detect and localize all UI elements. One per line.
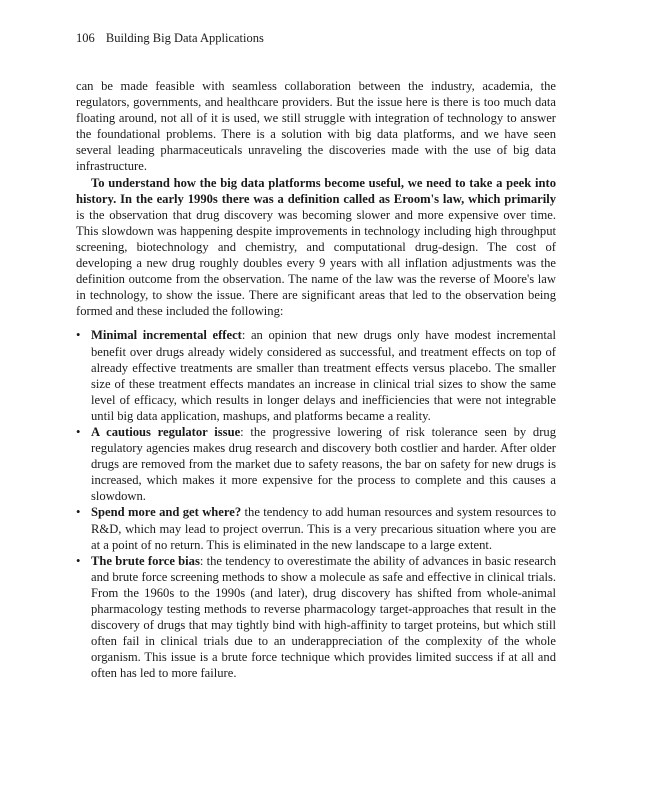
- paragraph-eroom: [76, 175, 556, 320]
- running-header: [76, 31, 264, 46]
- page-body: [76, 78, 556, 681]
- bullet-term: A cautious regulator issue: [91, 424, 241, 439]
- bullet-list: [76, 327, 556, 681]
- bullet-term: The brute force bias: [91, 553, 200, 568]
- bullet-text: the tendency to add human resources and system resources to R&D, which may lead to project overrun. This is a very precarious situation where you are at a point of no return. This is eliminated in the new landscape to a large extent.: [91, 505, 557, 552]
- bullet-term: Minimal incremental effect: [91, 328, 242, 343]
- bullet-term: Spend more and get where?: [91, 505, 242, 520]
- bullet-icon: •: [76, 328, 81, 343]
- bullet-text: : an opinion that new drugs only have modest incremental benefit over drugs already widely considered as successful, and treatment effects on top of already effective treatments are smaller than treatment effects versus placebo. The smaller size of these treatment effects mandates an increase in clinical trial sizes to show the same level of efficacy, which results in longer delays and inefficiencies that were not integrable until big data application, mashups, and platforms became a reality.: [91, 328, 556, 423]
- bullet-text: : the progressive lowering of risk tolerance seen by drug regulatory agencies makes drug research and discovery both costlier and harder. After older drugs are removed from the market due to safety reasons, the bar on safety for new drugs is increased, which makes it more expensive for the process to complete and this causes a slowdown.: [91, 424, 556, 504]
- paragraph: can be made feasible with seamless collaboration between the industry, academia, the regulators, governments, and healthcare providers. But the issue here is there is too much data floating around, not all of it is used, we still struggle with integration of technology to answer the foundational problems. There is a solution with big data platforms, and we have seen several leading pharmaceuticals unraveling the discoveries made with the use of big data infrastructure.: [76, 79, 556, 174]
- bullet-icon: •: [76, 505, 81, 520]
- bullet-text: : the tendency to overestimate the ability of advances in basic research and brute force screening methods to show a molecule as safe and effective in clinical trials. From the 1960s to the 1990s (and later), drug discovery has shifted from whole-animal pharmacology testing methods to reverse pharmacology target-approaches that result in the discovery of drugs that may tightly bind with high-affinity to target proteins, but which still often fail in clinical trials due to an underappreciation of the complexity of the whole organism. This issue is a brute force technique which provides limited success if at all and often has led to more failure.: [91, 553, 556, 681]
- list-item: [76, 504, 556, 552]
- list-item: [76, 424, 556, 504]
- book-title: Building Big Data Applications: [105, 31, 264, 45]
- list-item: [76, 327, 556, 424]
- bullet-icon: •: [76, 424, 81, 439]
- bold-lead: To understand how the big data platforms become useful, we need to take a peek into history. In the early 1990s there was a definition called as Eroom's law, which primarily: [76, 175, 556, 206]
- list-item: [76, 553, 556, 682]
- page-number: 106: [76, 31, 95, 45]
- paragraph-text: is the observation that drug discovery was becoming slower and more expensive over time. This slowdown was happening despite improvements in technology including high throughput screening, biotechnology and chemistry, and computational drug-design. The cost of developing a new drug roughly doubles every 9 years with all inflation adjustments was the definition outcome from the observation. The name of the law was the reverse of Moore's law in technology, to show the issue. There are significant areas that led to the observation being formed and these included the following:: [76, 207, 556, 319]
- bullet-icon: •: [76, 553, 81, 568]
